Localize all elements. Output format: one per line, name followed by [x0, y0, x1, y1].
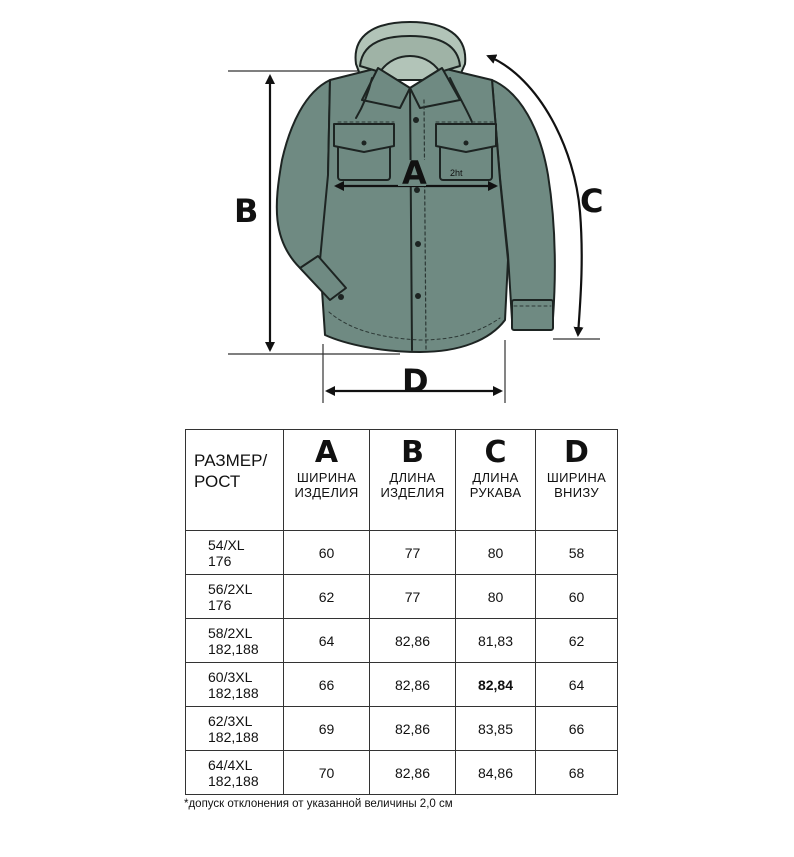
table-row — [186, 531, 618, 575]
value-b: 77 — [370, 531, 456, 575]
header-col-a: A ШИРИНА ИЗДЕЛИЯ — [284, 430, 370, 531]
table-row — [186, 707, 618, 751]
value-a: 70 — [284, 751, 370, 795]
right-cuff — [512, 300, 553, 330]
table-row — [186, 575, 618, 619]
value-a: 69 — [284, 707, 370, 751]
dimension-label-b: B — [234, 192, 259, 230]
value-d: 66 — [536, 707, 618, 751]
brand-logo-text: 2ht — [450, 168, 463, 178]
value-b: 82,86 — [370, 663, 456, 707]
size-cell: 56/2XL 176 — [186, 575, 284, 619]
value-c: 83,85 — [456, 707, 536, 751]
value-a: 66 — [284, 663, 370, 707]
value-d: 58 — [536, 531, 618, 575]
value-c: 81,83 — [456, 619, 536, 663]
value-b: 82,86 — [370, 707, 456, 751]
value-b: 77 — [370, 575, 456, 619]
size-chart-table — [185, 429, 618, 795]
header-col-d: D ШИРИНА ВНИЗУ — [536, 430, 618, 531]
dimension-label-d: D — [402, 362, 429, 400]
value-a: 64 — [284, 619, 370, 663]
value-a: 60 — [284, 531, 370, 575]
size-cell: 58/2XL 182,188 — [186, 619, 284, 663]
value-d: 68 — [536, 751, 618, 795]
value-b: 82,86 — [370, 751, 456, 795]
header-col-c: C ДЛИНА РУКАВА — [456, 430, 536, 531]
size-cell: 60/3XL 182,188 — [186, 663, 284, 707]
value-c: 80 — [456, 531, 536, 575]
table-row — [186, 619, 618, 663]
size-cell: 64/4XL 182,188 — [186, 751, 284, 795]
value-a: 62 — [284, 575, 370, 619]
size-cell: 62/3XL 182,188 — [186, 707, 284, 751]
shirt-measurement-diagram — [0, 0, 794, 415]
dimension-label-c: C — [580, 182, 604, 220]
header-col-b: B ДЛИНА ИЗДЕЛИЯ — [370, 430, 456, 531]
dimension-label-a: A — [402, 154, 427, 192]
table-header-row — [186, 430, 618, 531]
value-c: 82,84 — [456, 663, 536, 707]
tolerance-footnote: *допуск отклонения от указанной величины 2,0 см — [184, 798, 453, 810]
header-size-height: РАЗМЕР/ РОСТ — [186, 430, 284, 531]
value-b: 82,86 — [370, 619, 456, 663]
size-cell: 54/XL 176 — [186, 531, 284, 575]
value-c: 84,86 — [456, 751, 536, 795]
value-c: 80 — [456, 575, 536, 619]
value-d: 62 — [536, 619, 618, 663]
value-d: 60 — [536, 575, 618, 619]
value-d: 64 — [536, 663, 618, 707]
table-row — [186, 663, 618, 707]
shirt-body — [320, 68, 508, 352]
table-row — [186, 751, 618, 795]
